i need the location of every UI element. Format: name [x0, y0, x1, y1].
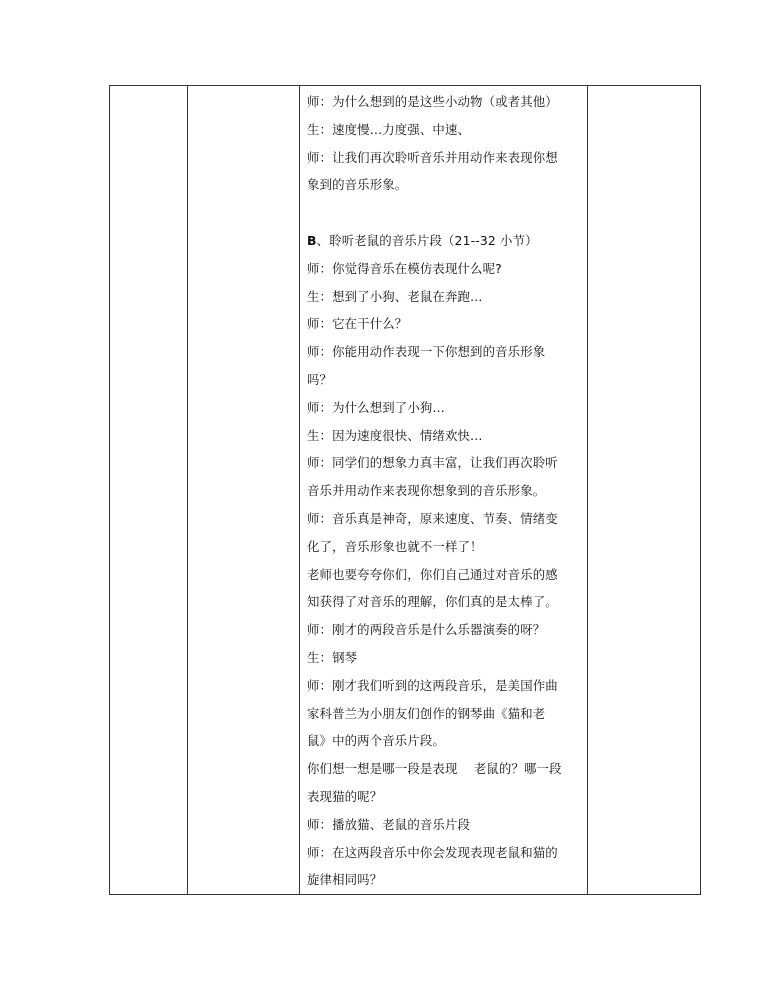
section-letter: B: [307, 232, 317, 248]
section-heading-b: [307, 227, 582, 255]
text-line: 生：想到了小狗、老鼠在奔跑…: [307, 288, 483, 304]
text-line: 生：速度慢…力度强、中速、: [307, 121, 471, 137]
text-line: 音乐并用动作来表现你想象到的音乐形象。: [307, 483, 546, 499]
text-line: 师：让我们再次聆听音乐并用动作来表现你想: [307, 149, 558, 165]
text-line: 师：刚才我们听到的这两段音乐，是美国作曲: [307, 677, 558, 693]
text-line: 师：刚才的两段音乐是什么乐器演奏的呀？: [307, 622, 546, 638]
blank-line: [307, 199, 582, 227]
text-line: 师：你能用动作表现一下你想到的音乐形象: [307, 344, 546, 360]
text-line: 鼠》中的两个音乐片段。: [307, 733, 445, 749]
text-line: 师：为什么想到了小狗…: [307, 399, 445, 415]
text-line: 吗？: [307, 371, 333, 387]
text-line: 旋律相同吗？: [307, 872, 383, 888]
text-line: 生：因为速度很快、情绪欢快…: [307, 427, 483, 443]
text-line: 老师也要夸夸你们，你们自己通过对音乐的感: [307, 566, 558, 582]
table-cell-col-4: [588, 86, 701, 895]
text-line: 象到的音乐形象。: [307, 177, 408, 193]
table-cell-col-1: [110, 86, 188, 895]
table-cell-col-2: [188, 86, 300, 895]
text-line: 师：播放猫、老鼠的音乐片段: [307, 816, 471, 832]
text-line: 师：同学们的想象力真丰富，让我们再次聆听: [307, 455, 558, 471]
text-line: 表现猫的呢？: [307, 788, 383, 804]
text-line: 师：你觉得音乐在模仿表现什么呢?: [307, 260, 502, 276]
table-row: [110, 86, 701, 895]
text-line: 你们想一想是哪一段是表现 老鼠的？哪一段: [307, 761, 562, 777]
text-line: 师：为什么想到的是这些小动物（或者其他）: [307, 94, 558, 109]
text-line: 师：在这两段音乐中你会发现表现老鼠和猫的: [307, 844, 558, 860]
text-line: 师：音乐真是神奇，原来速度、节奏、情绪变: [307, 510, 558, 526]
text-line: 化了，音乐形象也就不一样了！: [307, 538, 483, 554]
text-line: 师：它在干什么？: [307, 316, 408, 332]
lesson-plan-table: [109, 85, 701, 895]
text-line: 生：钢琴: [307, 649, 358, 665]
text-line: 家科普兰为小朋友们创作的钢琴曲《猫和老: [307, 705, 546, 721]
table-cell-teaching-process: [300, 86, 588, 895]
section-heading-text: 、聆听老鼠的音乐片段（21--32 小节）: [316, 232, 538, 248]
text-line: 知获得了对音乐的理解，你们真的是太棒了。: [307, 594, 558, 610]
